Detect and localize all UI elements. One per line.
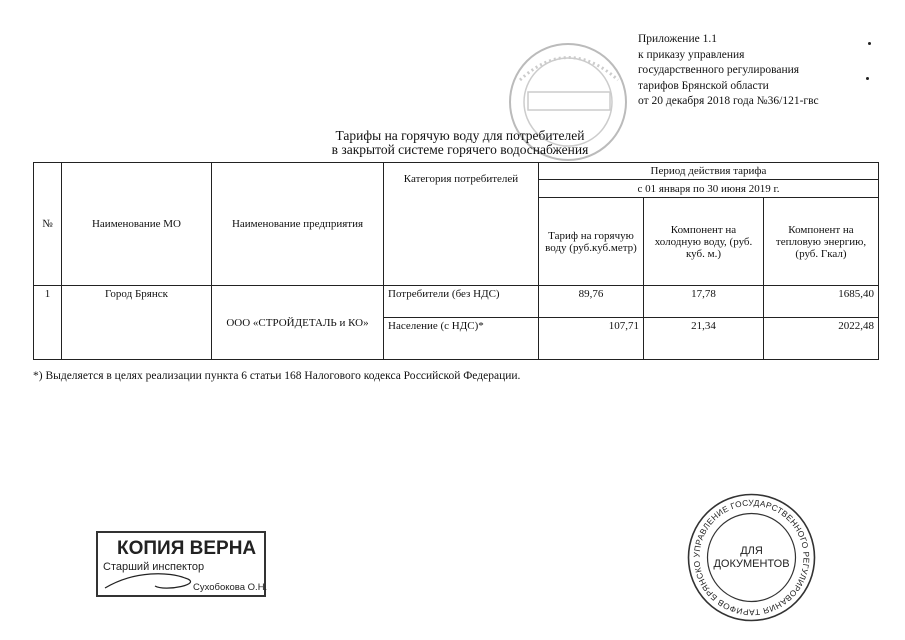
title-line-2: в закрытой системе горячего водоснабжения bbox=[331, 142, 589, 157]
header-cold-component: Компонент на холодную воду, (руб. куб. м.) bbox=[644, 198, 764, 286]
stamp-position: Старший инспектор bbox=[103, 561, 205, 573]
header-tariff: Тариф на горячую воду (руб.куб.метр) bbox=[539, 198, 644, 286]
header-heat-component: Компонент на тепловую энергию, (руб. Гкал) bbox=[764, 198, 879, 286]
copy-verified-stamp bbox=[95, 530, 270, 600]
appendix-line-3: государственного регулирования bbox=[638, 64, 800, 76]
footnote: *) Выделяется в целях реализации пункта 6 статьи 168 Налогового кодекса Российской Федерации. bbox=[33, 370, 521, 382]
cell-category: Население (с НДС)* bbox=[384, 318, 539, 360]
cell-cold: 21,34 bbox=[644, 318, 764, 360]
header-company: Наименование предприятия bbox=[212, 163, 384, 286]
appendix-line-2: к приказу управления bbox=[638, 48, 745, 61]
header-number: № bbox=[34, 163, 62, 286]
seal-ring-text: УПРАВЛЕНИЕ ГОСУДАРСТВЕННОГО РЕГУЛИРОВАНИЯ ТАРИФОВ БРЯНСКОЙ ОБЛАСТИ bbox=[680, 482, 812, 618]
stamp-name: Сухобокова О.Н. bbox=[193, 582, 268, 593]
appendix-line-1: Приложение 1.1 bbox=[638, 33, 717, 45]
header-category: Категория потребителей bbox=[384, 163, 539, 286]
header-mo: Наименование МО bbox=[62, 163, 212, 286]
cell-number: 1 bbox=[34, 286, 62, 360]
appendix-block bbox=[638, 32, 819, 110]
margin-dot-1 bbox=[868, 42, 871, 45]
cell-heat: 1685,40 bbox=[764, 286, 879, 318]
table-row bbox=[34, 286, 879, 318]
cell-mo: Город Брянск bbox=[62, 286, 212, 360]
cell-company: ООО «СТРОЙДЕТАЛЬ и КО» bbox=[212, 286, 384, 360]
official-round-seal bbox=[680, 482, 819, 625]
document-title bbox=[200, 129, 720, 157]
cell-tariff: 89,76 bbox=[539, 286, 644, 318]
cell-category: Потребители (без НДС) bbox=[384, 286, 539, 318]
header-period-dates: с 01 января по 30 июня 2019 г. bbox=[539, 180, 879, 198]
seal-center-text-2: ДОКУМЕНТОВ bbox=[713, 558, 790, 570]
cell-tariff: 107,71 bbox=[539, 318, 644, 360]
margin-dot-2 bbox=[866, 77, 869, 80]
seal-center-text-1: ДЛЯ bbox=[740, 545, 763, 557]
cell-cold: 17,78 bbox=[644, 286, 764, 318]
appendix-line-4: тарифов Брянской области bbox=[638, 79, 769, 92]
title-line-1: Тарифы на горячую воду для потребителей bbox=[335, 128, 585, 143]
tariff-table bbox=[33, 162, 879, 360]
cell-heat: 2022,48 bbox=[764, 318, 879, 360]
stamp-title: КОПИЯ ВЕРНА bbox=[117, 538, 257, 559]
appendix-line-5: от 20 декабря 2018 года №36/121-гвс bbox=[638, 95, 819, 107]
handwritten-signature bbox=[105, 574, 191, 588]
header-period: Период действия тарифа bbox=[539, 163, 879, 180]
